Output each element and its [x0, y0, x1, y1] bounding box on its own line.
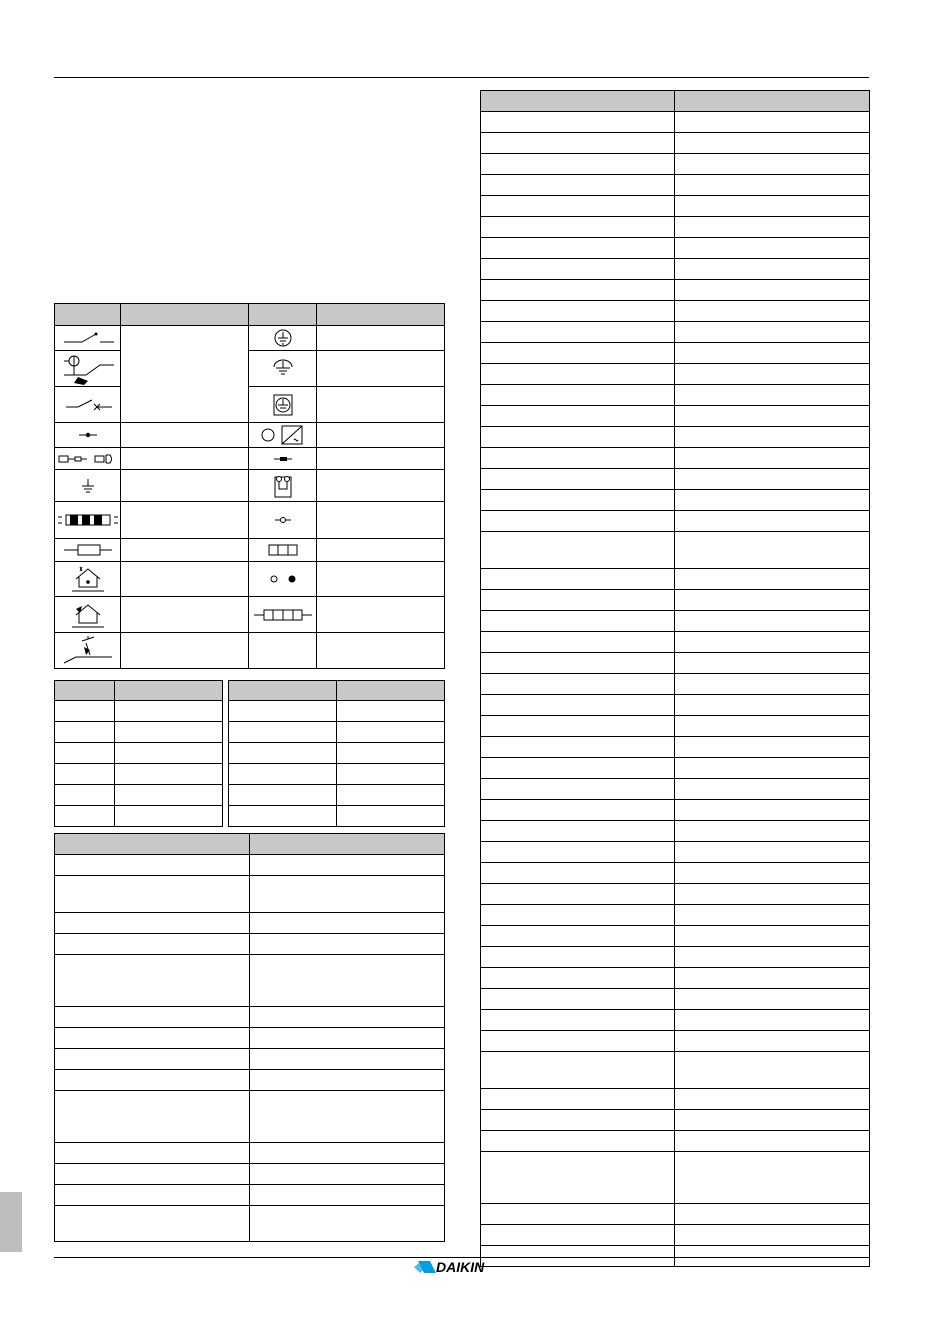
short-circuit-connector-description: [317, 470, 445, 502]
legend-right-cell: [481, 469, 675, 490]
legend-right-row: [481, 280, 870, 301]
legend-right-cell: [675, 532, 870, 569]
legend-right-cell: [675, 1204, 870, 1225]
legend-right-cell: [675, 674, 870, 695]
fuse-icon: [55, 539, 121, 562]
legend-left-cell: [55, 855, 250, 876]
connection-description: [121, 423, 249, 448]
connection-dot-icon: [55, 423, 121, 448]
field-wiring-description: [121, 502, 249, 539]
legend-left-cell: [55, 1070, 250, 1091]
legend-right-cell: [481, 590, 675, 611]
legend-right-row: [481, 989, 870, 1010]
legend-right-row: [481, 1052, 870, 1089]
connector-icon: [55, 448, 121, 470]
legend-right-row: [481, 112, 870, 133]
legend-right-cell: [675, 469, 870, 490]
legend-right-cell: [675, 448, 870, 469]
color-cell: [115, 701, 223, 722]
legend-left-cell: [55, 1091, 250, 1143]
legend-right-cell: [675, 1225, 870, 1246]
wire-color-table: [54, 680, 445, 827]
symbol-header-2: [121, 304, 249, 326]
wire-clamp-icon: [249, 562, 317, 597]
legend-right-row: [481, 385, 870, 406]
legend-right-cell: [481, 695, 675, 716]
legend-left-cell: [250, 855, 445, 876]
legend-left-cell: [250, 1143, 445, 1164]
residual-current-device-icon: [55, 633, 121, 669]
color-cell: [229, 701, 337, 722]
legend-right-cell: [675, 737, 870, 758]
legend-right-cell: [675, 385, 870, 406]
color-cell: [229, 785, 337, 806]
legend-right-header-2: [675, 91, 870, 112]
legend-right-row: [481, 611, 870, 632]
legend-right-row: [481, 968, 870, 989]
legend-right-row: [481, 926, 870, 947]
legend-right-cell: [481, 968, 675, 989]
legend-right-cell: [675, 364, 870, 385]
legend-right-row: [481, 490, 870, 511]
switch-icon: [55, 326, 121, 351]
legend-right-cell: [675, 989, 870, 1010]
legend-right-row: [481, 343, 870, 364]
legend-right-cell: [481, 716, 675, 737]
legend-left-cell: [55, 1007, 250, 1028]
color-cell: [229, 722, 337, 743]
legend-right-cell: [481, 821, 675, 842]
daikin-logo: [410, 1258, 540, 1276]
legend-right-cell: [481, 259, 675, 280]
legend-right-cell: [675, 511, 870, 532]
relay-connector-icon: [249, 448, 317, 470]
legend-left-cell: [55, 934, 250, 955]
legend-right-cell: [675, 1052, 870, 1089]
legend-right-cell: [481, 112, 675, 133]
legend-right-cell: [675, 238, 870, 259]
color-cell: [115, 806, 223, 827]
legend-right-cell: [481, 569, 675, 590]
legend-right-row: [481, 133, 870, 154]
legend-right-cell: [481, 737, 675, 758]
color-cell: [115, 722, 223, 743]
residual-current-device-description: [121, 633, 249, 669]
legend-right-cell: [481, 989, 675, 1010]
legend-right-cell: [675, 947, 870, 968]
legend-right-body: [481, 112, 870, 1267]
legend-right-cell: [481, 133, 675, 154]
legend-right-cell: [675, 1010, 870, 1031]
legend-right-cell: [481, 947, 675, 968]
rectifier-description: [317, 423, 445, 448]
heater-icon: [249, 597, 317, 633]
legend-right-row: [481, 175, 870, 196]
legend-right-cell: [675, 406, 870, 427]
color-cell: [55, 743, 115, 764]
color-header-color-2: [337, 681, 445, 701]
legend-left-cell: [55, 1049, 250, 1070]
legend-right-cell: [481, 427, 675, 448]
legend-right-cell: [481, 611, 675, 632]
symbol-header-1: [55, 304, 121, 326]
legend-right-row: [481, 905, 870, 926]
legend-right-row: [481, 842, 870, 863]
legend-right-row: [481, 569, 870, 590]
legend-right-cell: [675, 863, 870, 884]
color-cell: [337, 785, 445, 806]
legend-left-header-2: [250, 834, 445, 855]
legend-right-cell: [481, 779, 675, 800]
legend-left-header-1: [55, 834, 250, 855]
legend-right-row: [481, 196, 870, 217]
legend-right-cell: [675, 196, 870, 217]
legend-right-cell: [481, 863, 675, 884]
legend-right-row: [481, 632, 870, 653]
outdoor-unit-icon: [55, 597, 121, 633]
legend-left-cell: [250, 1185, 445, 1206]
legend-right-row: [481, 1010, 870, 1031]
legend-right-row: [481, 1152, 870, 1204]
legend-right-cell: [481, 511, 675, 532]
legend-left-cell: [250, 1164, 445, 1185]
legend-right-cell: [675, 695, 870, 716]
legend-right-cell: [675, 611, 870, 632]
heater-description: [317, 597, 445, 633]
legend-right-cell: [481, 448, 675, 469]
legend-right-cell: [675, 490, 870, 511]
empty-symbol-cell: [249, 633, 317, 669]
legend-right-row: [481, 1031, 870, 1052]
legend-right-row: [481, 238, 870, 259]
legend-right-cell: [675, 427, 870, 448]
symbol-table: [54, 303, 445, 669]
color-header-color-1: [115, 681, 223, 701]
legend-right-cell: [481, 884, 675, 905]
legend-right-row: [481, 1110, 870, 1131]
legend-right-cell: [675, 905, 870, 926]
color-cell: [55, 701, 115, 722]
legend-right-cell: [675, 154, 870, 175]
legend-left-cell: [55, 876, 250, 913]
legend-right-row: [481, 154, 870, 175]
color-cell: [115, 785, 223, 806]
legend-right-row: [481, 821, 870, 842]
legend-right-cell: [481, 196, 675, 217]
terminal-strip-icon: [249, 539, 317, 562]
legend-right-cell: [481, 653, 675, 674]
legend-right-cell: [675, 1152, 870, 1204]
legend-left-cell: [250, 1091, 445, 1143]
legend-right-cell: [675, 280, 870, 301]
legend-right-cell: [481, 238, 675, 259]
legend-right-row: [481, 532, 870, 569]
color-cell: [229, 743, 337, 764]
legend-right-cell: [481, 154, 675, 175]
legend-right-cell: [675, 1089, 870, 1110]
legend-right-row: [481, 674, 870, 695]
legend-right-cell: [675, 569, 870, 590]
legend-right-cell: [481, 175, 675, 196]
legend-right-row: [481, 863, 870, 884]
legend-left-cell: [250, 1070, 445, 1091]
legend-right-cell: [675, 800, 870, 821]
terminal-description: [317, 502, 445, 539]
legend-left-cell: [55, 1028, 250, 1049]
legend-right-cell: [675, 175, 870, 196]
earth-description: [121, 470, 249, 502]
legend-right-cell: [481, 800, 675, 821]
legend-right-row: [481, 695, 870, 716]
legend-right-cell: [481, 1204, 675, 1225]
protective-earth-screw-description: [317, 387, 445, 423]
color-header-symbol-1: [55, 681, 115, 701]
legend-right-cell: [481, 926, 675, 947]
legend-right-cell: [481, 280, 675, 301]
legend-right-cell: [675, 1031, 870, 1052]
legend-right-row: [481, 716, 870, 737]
legend-right-cell: [675, 1110, 870, 1131]
rectifier-icon: [249, 423, 317, 448]
legend-right-cell: [481, 1131, 675, 1152]
legend-right-row: [481, 1131, 870, 1152]
legend-right-cell: [481, 301, 675, 322]
terminal-icon: [249, 502, 317, 539]
legend-right-row: [481, 737, 870, 758]
legend-right-row: [481, 406, 870, 427]
legend-right-cell: [675, 632, 870, 653]
legend-right-cell: [481, 1152, 675, 1204]
legend-right-cell: [675, 968, 870, 989]
legend-right-cell: [481, 842, 675, 863]
terminal-strip-description: [317, 539, 445, 562]
legend-left-cell: [250, 1028, 445, 1049]
legend-right-row: [481, 217, 870, 238]
outdoor-unit-description: [121, 597, 249, 633]
legend-right-cell: [481, 343, 675, 364]
protective-earth-description: [317, 326, 445, 351]
color-cell: [55, 764, 115, 785]
earth-icon: [55, 470, 121, 502]
legend-right-cell: [481, 1089, 675, 1110]
color-cell: [115, 743, 223, 764]
legend-table-left: [54, 833, 445, 1242]
legend-left-cell: [250, 913, 445, 934]
legend-left-cell: [55, 955, 250, 1007]
legend-right-cell: [481, 1225, 675, 1246]
color-cell: [229, 806, 337, 827]
color-cell: [337, 701, 445, 722]
noiseless-earth-icon: [249, 351, 317, 387]
legend-right-row: [481, 758, 870, 779]
legend-right-row: [481, 779, 870, 800]
legend-right-cell: [481, 674, 675, 695]
legend-right-cell: [481, 905, 675, 926]
legend-right-cell: [481, 632, 675, 653]
color-cell: [337, 722, 445, 743]
legend-right-cell: [675, 821, 870, 842]
legend-left-cell: [250, 1049, 445, 1070]
legend-right-row: [481, 947, 870, 968]
connector-description: [121, 448, 249, 470]
legend-right-row: [481, 427, 870, 448]
legend-right-cell: [675, 716, 870, 737]
legend-left-cell: [250, 1206, 445, 1242]
relay-connector-description: [317, 448, 445, 470]
switch-description: [121, 326, 249, 423]
color-cell: [337, 764, 445, 785]
legend-left-cell: [55, 1206, 250, 1242]
legend-right-cell: [675, 926, 870, 947]
color-header-symbol-2: [229, 681, 337, 701]
legend-right-cell: [481, 1031, 675, 1052]
legend-right-cell: [481, 364, 675, 385]
legend-right-cell: [481, 385, 675, 406]
float-switch-icon: [55, 351, 121, 387]
chapter-tab: [0, 1192, 22, 1252]
legend-right-row: [481, 511, 870, 532]
legend-right-cell: [481, 1052, 675, 1089]
legend-right-row: [481, 884, 870, 905]
legend-right-row: [481, 259, 870, 280]
legend-right-cell: [675, 779, 870, 800]
legend-right-cell: [675, 884, 870, 905]
legend-right-row: [481, 469, 870, 490]
color-cell: [337, 743, 445, 764]
protective-earth-screw-icon: [249, 387, 317, 423]
legend-right-row: [481, 364, 870, 385]
legend-right-row: [481, 1204, 870, 1225]
legend-left-cell: [250, 1007, 445, 1028]
empty-description-cell: [317, 633, 445, 669]
color-cell: [55, 785, 115, 806]
legend-right-row: [481, 448, 870, 469]
legend-left-cell: [250, 934, 445, 955]
legend-left-cell: [55, 913, 250, 934]
noiseless-earth-description: [317, 351, 445, 387]
legend-right-cell: [481, 758, 675, 779]
legend-right-cell: [675, 758, 870, 779]
field-wiring-icon: [55, 502, 121, 539]
legend-table-right: [480, 90, 870, 1267]
legend-right-header-1: [481, 91, 675, 112]
legend-right-row: [481, 653, 870, 674]
protective-earth-icon: [249, 326, 317, 351]
legend-right-row: [481, 322, 870, 343]
legend-right-cell: [675, 259, 870, 280]
legend-right-cell: [481, 1110, 675, 1131]
color-cell: [55, 722, 115, 743]
legend-right-cell: [675, 322, 870, 343]
legend-right-cell: [675, 133, 870, 154]
legend-right-row: [481, 590, 870, 611]
symbol-header-3: [249, 304, 317, 326]
legend-left-cell: [250, 876, 445, 913]
symbol-header-4: [317, 304, 445, 326]
legend-right-cell: [675, 112, 870, 133]
legend-left-cell: [250, 955, 445, 1007]
legend-right-cell: [675, 1246, 870, 1267]
legend-right-row: [481, 1089, 870, 1110]
indoor-unit-description: [121, 562, 249, 597]
legend-right-cell: [675, 301, 870, 322]
legend-right-cell: [481, 490, 675, 511]
short-circuit-connector-icon: [249, 470, 317, 502]
legend-right-cell: [481, 322, 675, 343]
legend-right-cell: [675, 343, 870, 364]
header-rule: [54, 77, 869, 78]
color-cell: [115, 764, 223, 785]
legend-right-cell: [481, 1010, 675, 1031]
color-cell: [55, 806, 115, 827]
legend-right-cell: [675, 217, 870, 238]
daikin-logo-text: DAIKIN: [436, 1259, 485, 1275]
wire-clamp-description: [317, 562, 445, 597]
legend-left-cell: [55, 1185, 250, 1206]
indoor-unit-icon: [55, 562, 121, 597]
legend-right-row: [481, 1225, 870, 1246]
thermal-switch-icon: [55, 387, 121, 423]
legend-right-row: [481, 301, 870, 322]
legend-left-cell: [55, 1164, 250, 1185]
legend-left-cell: [55, 1143, 250, 1164]
legend-right-cell: [675, 1131, 870, 1152]
legend-right-cell: [675, 590, 870, 611]
legend-right-cell: [481, 532, 675, 569]
color-cell: [337, 806, 445, 827]
legend-right-cell: [675, 842, 870, 863]
legend-right-cell: [481, 217, 675, 238]
color-cell: [229, 764, 337, 785]
fuse-description: [121, 539, 249, 562]
legend-right-row: [481, 800, 870, 821]
legend-right-cell: [481, 406, 675, 427]
legend-right-cell: [675, 653, 870, 674]
